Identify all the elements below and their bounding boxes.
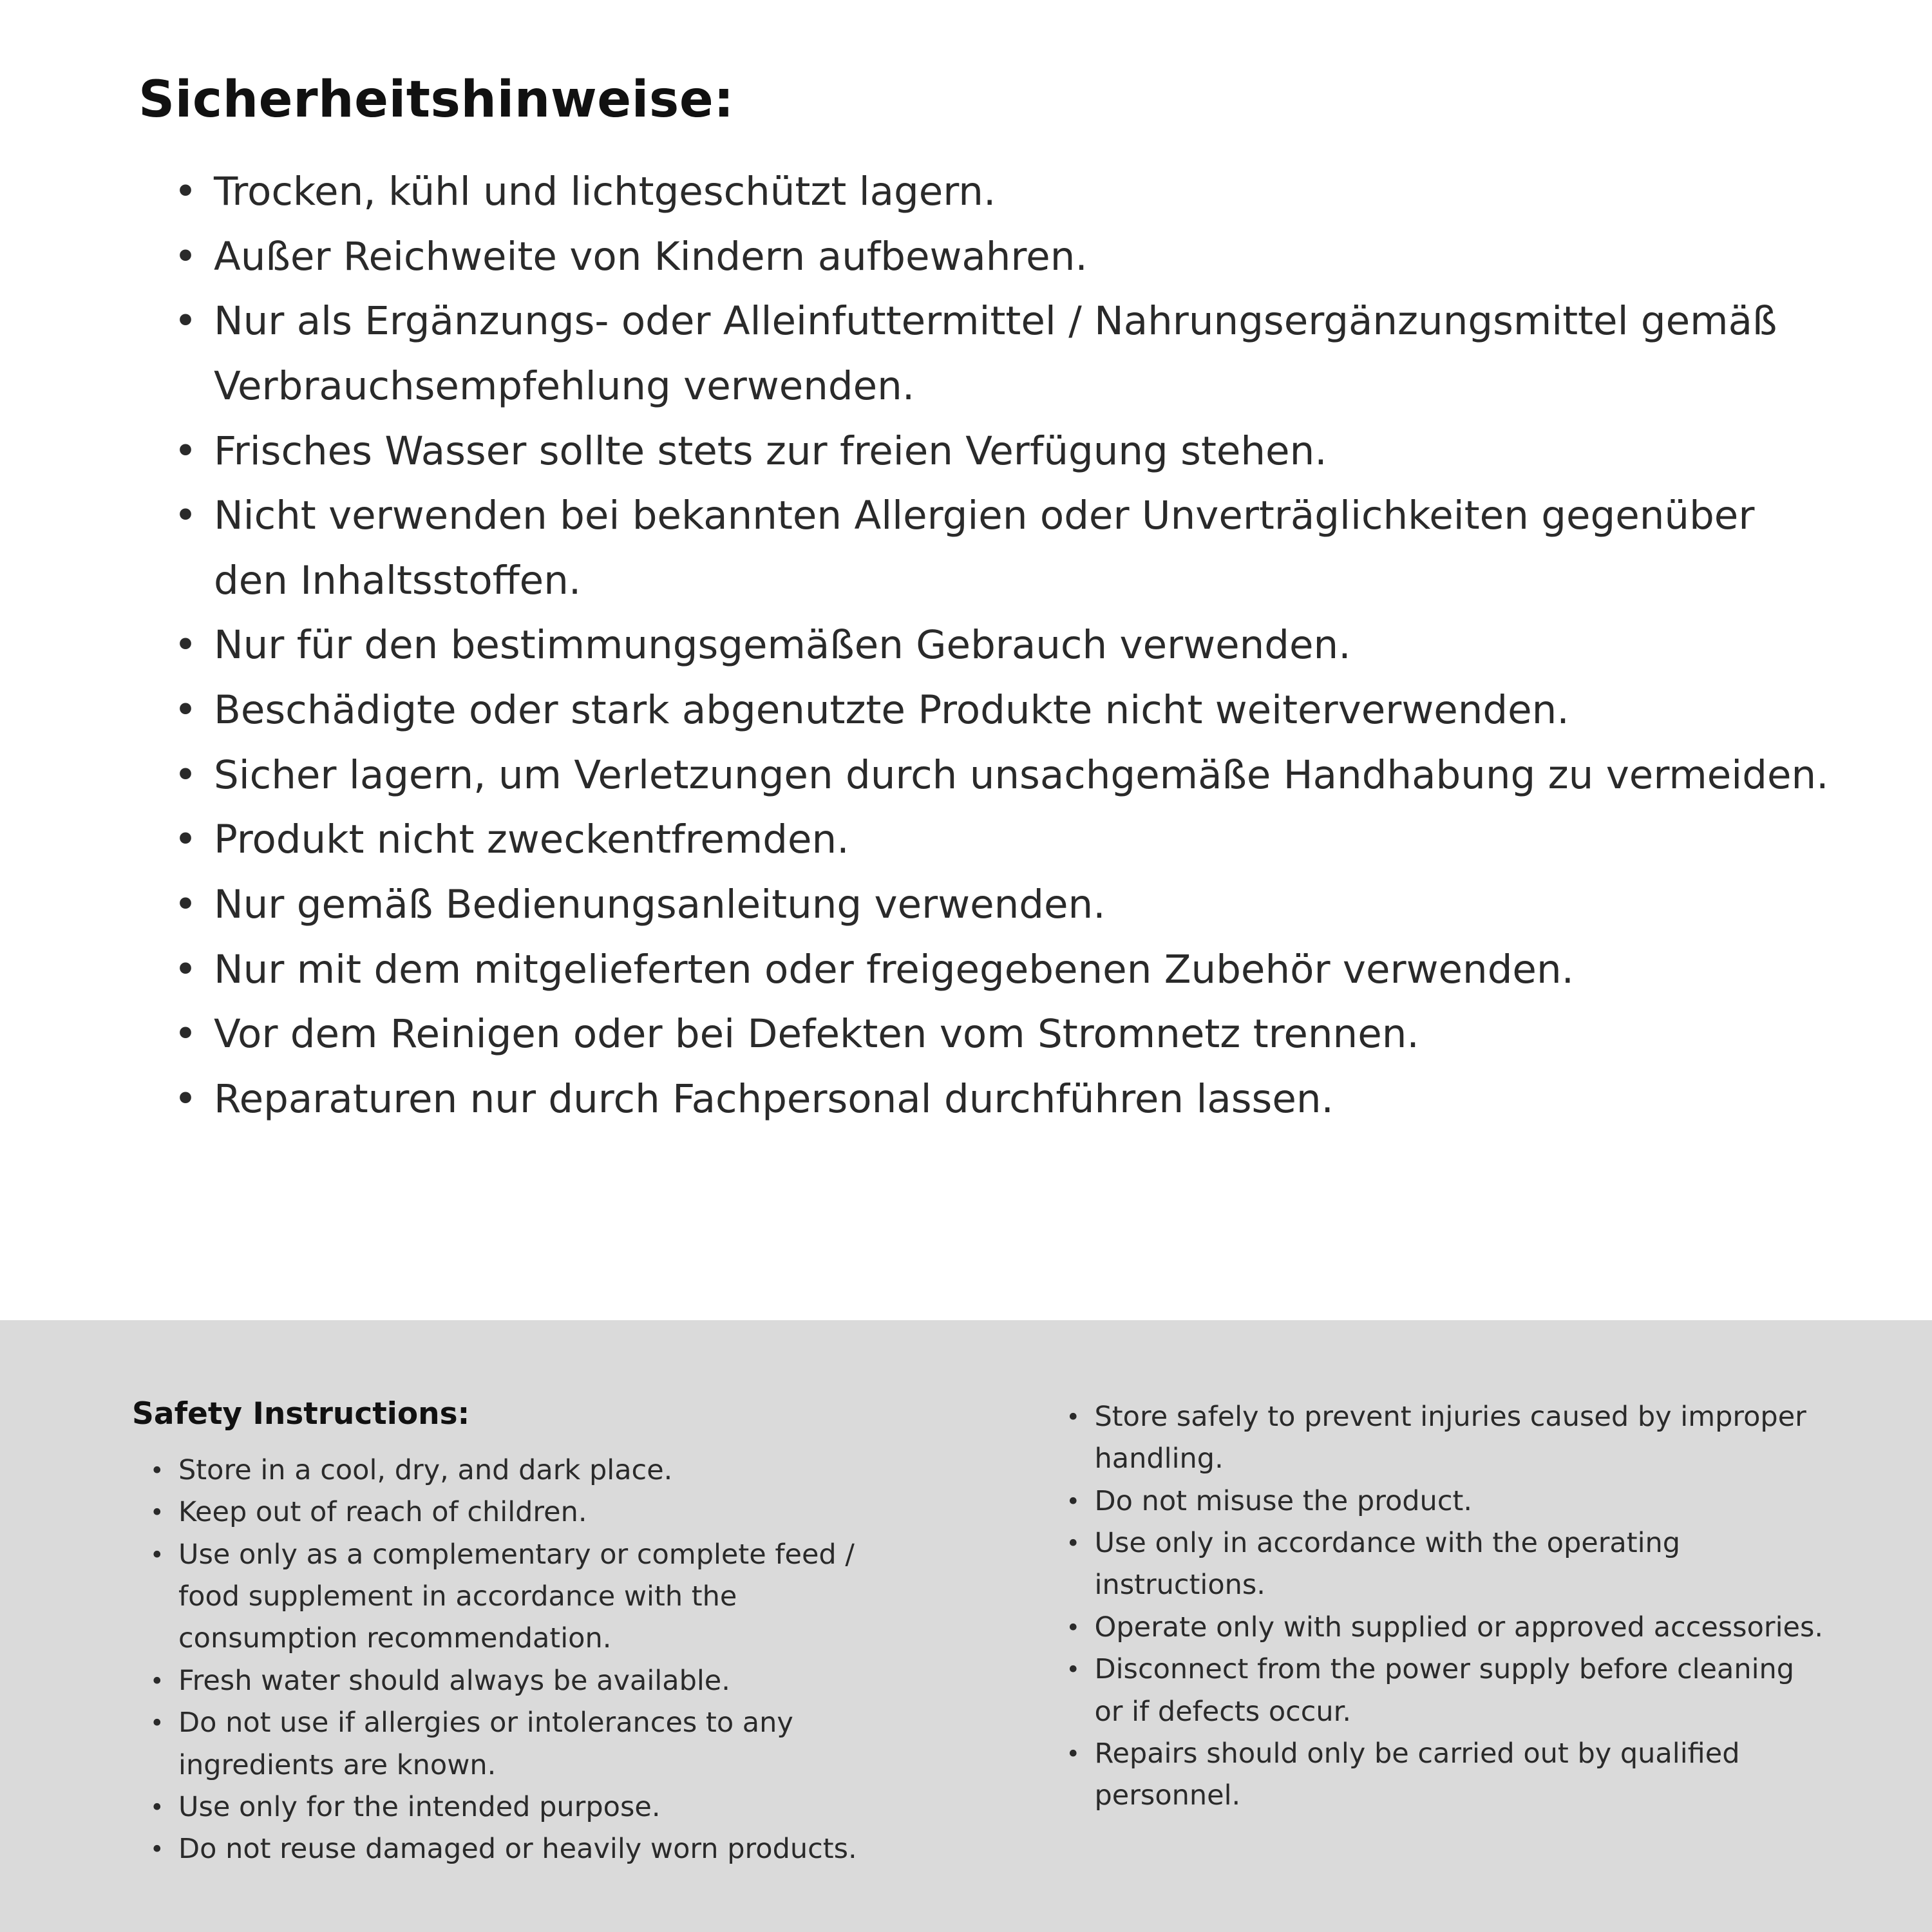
list-item: • Do not reuse damaged or heavily worn products. [150, 1828, 913, 1870]
list-item: • Nicht verwenden bei bekannten Allergien oder Unverträglichkeiten gegenüber den Inhaltsstoffen. [174, 484, 1829, 613]
list-item: • Nur für den bestimmungsgemäßen Gebrauch verwenden. [174, 613, 1829, 678]
english-right-column [1048, 1396, 1830, 1817]
list-item: • Use only as a complementary or complete feed / food supplement in accordance with the consumption recommendation. [150, 1534, 913, 1660]
list-item: • Keep out of reach of children. [150, 1492, 913, 1533]
list-item: • Vor dem Reinigen oder bei Defekten vom Stromnetz trennen. [174, 1002, 1829, 1067]
list-item: • Store in a cool, dry, and dark place. [150, 1450, 913, 1492]
list-item: • Frisches Wasser sollte stets zur freien Verfügung stehen. [174, 419, 1829, 484]
german-section-heading: Sicherheitshinweise: [138, 71, 734, 129]
list-item: • Reparaturen nur durch Fachpersonal durchführen lassen. [174, 1067, 1829, 1132]
list-item: • Fresh water should always be available. [150, 1660, 913, 1702]
english-safety-list-right [1048, 1396, 1830, 1817]
english-safety-section [0, 1320, 1932, 1932]
list-item: • Trocken, kühl und lichtgeschützt lagern. [174, 160, 1829, 225]
english-two-column-layout [132, 1396, 1829, 1871]
list-item: • Use only in accordance with the operating instructions. [1066, 1522, 1830, 1607]
list-item: • Nur mit dem mitgelieferten oder freigegebenen Zubehör verwenden. [174, 938, 1829, 1003]
list-item: • Beschädigte oder stark abgenutzte Produkte nicht weiterverwenden. [174, 678, 1829, 743]
list-item: • Nur gemäß Bedienungsanleitung verwenden. [174, 873, 1829, 938]
list-item: • Operate only with supplied or approved accessories. [1066, 1607, 1830, 1649]
list-item: • Produkt nicht zweckentfremden. [174, 808, 1829, 873]
list-item: • Nur als Ergänzungs- oder Alleinfuttermittel / Nahrungsergänzungsmittel gemäß Verbrauchsempfehlung verwenden. [174, 289, 1829, 419]
list-item: • Disconnect from the power supply before cleaning or if defects occur. [1066, 1649, 1830, 1733]
english-left-column [132, 1396, 913, 1871]
english-section-heading: Safety Instructions: [132, 1396, 470, 1432]
list-item: • Use only for the intended purpose. [150, 1786, 913, 1828]
list-item: • Do not use if allergies or intolerances to any ingredients are known. [150, 1702, 913, 1786]
list-item: • Sicher lagern, um Verletzungen durch unsachgemäße Handhabung zu vermeiden. [174, 743, 1829, 808]
english-safety-list-left [132, 1450, 913, 1871]
german-safety-list [138, 160, 1829, 1132]
list-item: • Repairs should only be carried out by qualified personnel. [1066, 1733, 1830, 1817]
list-item: • Do not misuse the product. [1066, 1481, 1830, 1522]
list-item: • Store safely to prevent injuries caused by improper handling. [1066, 1396, 1830, 1481]
list-item: • Außer Reichweite von Kindern aufbewahren. [174, 225, 1829, 290]
